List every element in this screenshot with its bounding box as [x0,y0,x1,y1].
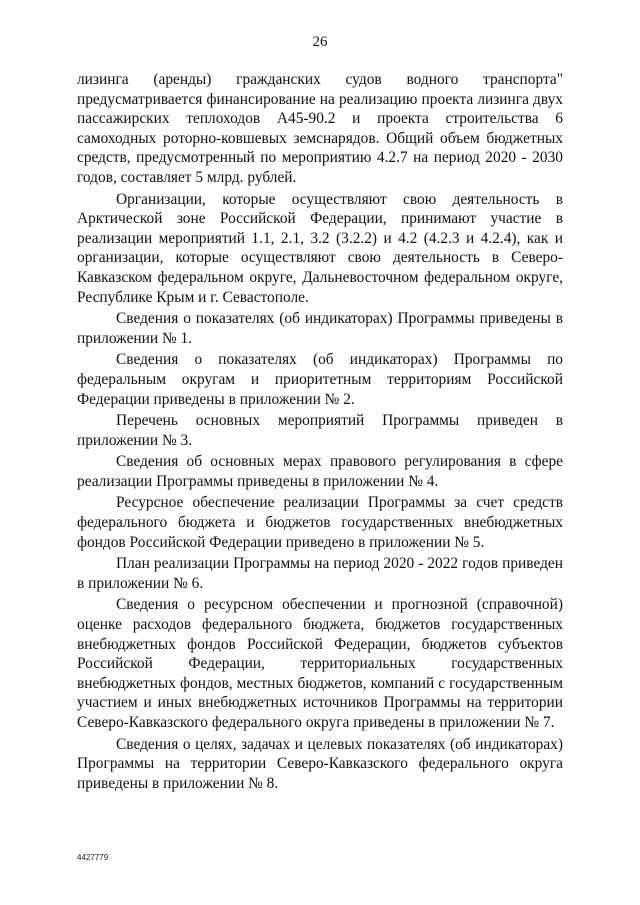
paragraph: Сведения о ресурсном обеспечении и прогнозной (справочной) оценке расходов федерального бюджета, бюджетов государственных внебюджетных фондов Российской Федерации, бюджетов субъектов Российской Федерации, территориальных государственных внебюджетных фондов, местных бюджетов, компаний с государственным участием и иных внебюджетных источников Программы на территории Северо-Кавказского федерального округа приведены в приложении № 7. [77,596,563,731]
paragraph: Перечень основных мероприятий Программы приведен в приложении № 3. [77,412,563,449]
paragraph: Организации, которые осуществляют свою деятельность в Арктической зоне Российской Федерации, принимают участие в реализации мероприятий 1.1, 2.1, 3.2 (3.2.2) и 4.2 (4.2.3 и 4.2.4), как и организации, которые осуществляют свою деятельность в Северо-Кавказском федеральном округе, Дальневосточном федеральном округе, Республике Крым и г. Севастополе. [77,190,563,306]
page-number: 26 [312,34,328,50]
paragraph: План реализации Программы на период 2020 - 2022 годов приведен в приложении № 6. [77,555,563,592]
document-body [77,70,563,795]
paragraph: Сведения об основных мерах правового регулирования в сфере реализации Программы приведены в приложении № 4. [77,453,563,490]
paragraph-continuation: лизинга (аренды) гражданских судов водного транспорта" предусматривается финансирование на реализацию проекта лизинга двух пассажирских теплоходов А45-90.2 и проекта строительства 6 самоходных роторно-ковшевых земснарядов. Общий объем бюджетных средств, предусмотренный по мероприятию 4.2.7 на период 2020 - 2030 годов, составляет 5 млрд. рублей. [77,71,563,186]
paragraph: Сведения о показателях (об индикаторах) Программы по федеральным округам и приоритетным территориям Российской Федерации приведены в приложении № 2. [77,351,563,408]
document-code: 4427779 [77,853,109,862]
paragraph: Ресурсное обеспечение реализации Программы за счет средств федерального бюджета и бюджетов государственных внебюджетных фондов Российской Федерации приведено в приложении № 5. [77,494,563,551]
paragraph: Сведения о целях, задачах и целевых показателях (об индикаторах) Программы на территории Северо-Кавказского федерального округа приведены в приложении № 8. [77,735,563,792]
paragraph: Сведения о показателях (об индикаторах) Программы приведены в приложении № 1. [77,310,563,347]
